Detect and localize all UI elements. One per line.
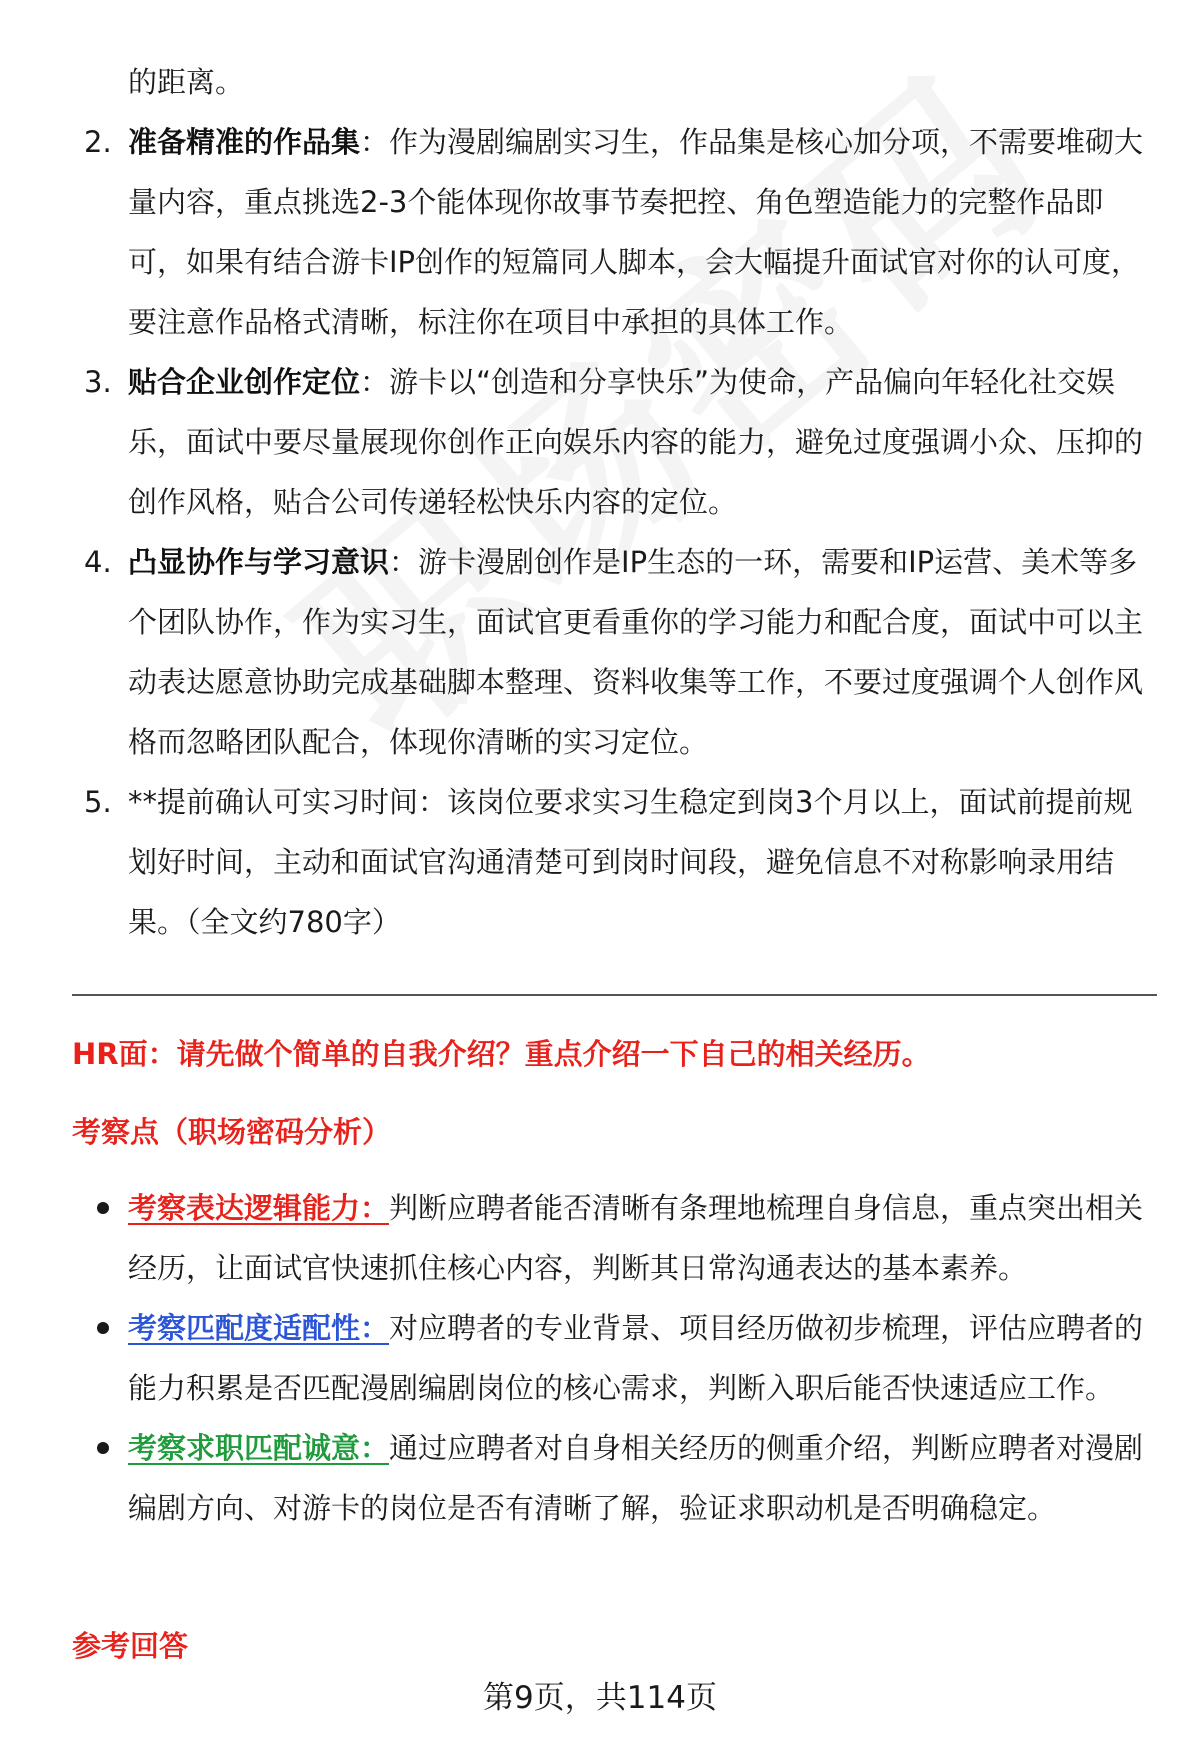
reference-answer-heading: 参考回答 [72,1629,189,1663]
assessment-point [0,1418,1200,1538]
assessment-points-list [0,1178,1200,1538]
tip-text: 作为漫剧编剧实习生，作品集是核心加分项，不需要堆砌大量内容，重点挑选2-3个能体现你故事节奏把控、角色塑造能力的完整作品即可，如果有结合游卡IP创作的短篇同人脚本，会大幅提升面试官对你的认可度，要注意作品格式清晰，标注你在项目中承担的具体工作。 [128,125,1144,339]
tip-separator: ： [360,125,390,159]
tip-text: 游卡以“创造和分享快乐”为使命，产品偏向年轻化社交娱乐，面试中要尽量展现你创作正向娱乐内容的能力，避免过度强调小众、压抑的创作风格，贴合公司传递轻松快乐内容的定位。 [128,365,1144,519]
point-text: 对应聘者的专业背景、项目经历做初步梳理，评估应聘者的能力积累是否匹配漫剧编剧岗位的核心需求，判断入职后能否快速适应工作。 [128,1311,1144,1405]
tip-number: 2. [84,125,112,159]
tip-title: 贴合企业创作定位 [128,365,361,399]
tip-separator: ： [360,365,390,399]
tip-title: 准备精准的作品集 [128,125,361,159]
tip-text: **提前确认可实习时间：该岗位要求实习生稳定到岗3个月以上，面试前提前规划好时间，主动和面试官沟通清楚可到岗时间段，避免信息不对称影响录用结果。（全文约780字） [128,785,1133,939]
bullet-icon [97,1322,109,1334]
assessment-point [0,1298,1200,1418]
assessment-point [0,1178,1200,1298]
tip-item [0,772,1200,952]
bullet-icon [97,1202,109,1214]
point-text: 判断应聘者能否清晰有条理地梳理自身信息，重点突出相关经历，让面试官快速抓住核心内容，判断其日常沟通表达的基本素养。 [128,1191,1144,1285]
point-label: 考察求职匹配诚意： [128,1431,390,1465]
tip-title: 凸显协作与学习意识 [128,545,390,579]
tip-separator: ： [389,545,419,579]
tip-number: 4. [84,545,112,579]
tips-list [0,112,1200,952]
tip-text: 游卡漫剧创作是IP生态的一环，需要和IP运营、美术等多个团队协作，作为实习生，面试官更看重你的学习能力和配合度，面试中可以主动表达愿意协助完成基础脚本整理、资料收集等工作，不要过度强调个人创作风格而忽略团队配合，体现你清晰的实习定位。 [128,545,1144,759]
tip-number: 3. [84,365,112,399]
tip-item [0,532,1200,772]
intro-continuation: 的距离。 [128,65,245,99]
horizontal-divider [72,994,1157,996]
bullet-icon [97,1442,109,1454]
tip-item [0,352,1200,532]
hr-question-heading: HR面：请先做个简单的自我介绍？重点介绍一下自己的相关经历。 [72,1037,931,1071]
page-number: 第9页，共114页 [483,1680,717,1716]
tip-item [0,112,1200,352]
assessment-points-heading: 考察点（职场密码分析） [72,1115,392,1149]
tip-number: 5. [84,785,112,819]
point-label: 考察匹配度适配性： [128,1311,390,1345]
point-label: 考察表达逻辑能力： [128,1191,390,1225]
point-text: 通过应聘者对自身相关经历的侧重介绍，判断应聘者对漫剧编剧方向、对游卡的岗位是否有清晰了解，验证求职动机是否明确稳定。 [128,1431,1144,1525]
